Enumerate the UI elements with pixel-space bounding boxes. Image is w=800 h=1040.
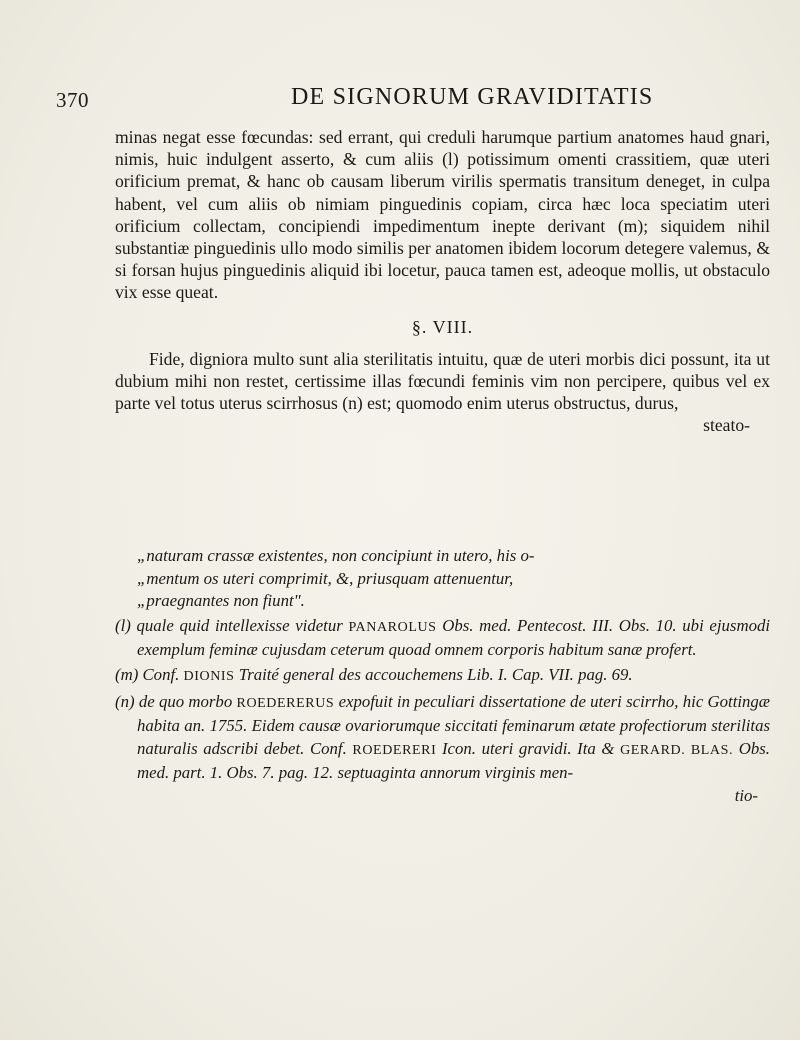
footnote-m (115, 664, 770, 689)
footnote-l-text-a: (l) quale quid intellexisse videtur (115, 615, 343, 635)
quote-line-3: „praegnantes non fiunt". (137, 591, 305, 611)
footnote-l-text-b: Obs. med. Pentecost. III. Obs. 10. ubi ejusmodi exemplum feminæ cujusdam ceterum quoad omnem corporis habitum sanæ profert. (137, 615, 771, 660)
running-head: DE SIGNORUM GRAVIDITATIS (291, 84, 654, 110)
footnote-n-text-b: expofuit in peculiari dissertatione de uteri scirrho, hic Gottingæ habita an. 1755. Eidem causæ ovariorumque siccitati feminarum ætate profectiorum sterilitas naturalis adscribi debet. Conf. (137, 691, 771, 758)
footnote-m-text-b: Traité general des accouchemens Lib. I. Cap. VII. pag. 69. (238, 664, 633, 684)
author-panarolus: PANAROLUS (348, 619, 437, 635)
footnote-n (115, 691, 770, 785)
footnote-n-text-c: Icon. uteri gravidi. Ita & (441, 738, 615, 758)
footnote-m-text-a: (m) Conf. (115, 664, 180, 684)
page-header (56, 84, 760, 116)
paragraph-1: minas negat esse fœcundas: sed errant, qui creduli harumque partium anatomes haud gnari, nimis, huic indulgent asserto, & cum aliis (l) potissimum omenti crassitiem, quæ uteri orificium premat, & hanc ob causam liberum virilis spermatis transitum deneget, in culpa habent, vel cum aliis ob nimiam pinguedinis copiam, circa hæc loca speciatim uteri orificium collectam, concipiendi impedimentum inepte derivant (m); siquidem nihil substantiæ pinguedinis ullo modo similis per anatomen ibidem locorum detegere valemus, & si forsan hujus pinguedinis aliquid ibi locetur, pauca tamen est, adeoque mollis, ut obstaculo vix esse queat. (115, 127, 770, 303)
footnote-n-text-d: Obs. med. part. 1. Obs. 7. pag. 12. septuaginta annorum virginis men- (137, 738, 770, 783)
author-dionis: DIONIS (183, 668, 235, 684)
author-roedererus: ROEDERERUS (236, 695, 335, 711)
footnotes (115, 545, 770, 808)
footnote-n-text-a: (n) de quo morbo (115, 691, 233, 711)
footnote-catchword: tio- (734, 785, 758, 805)
author-roedereri: ROEDERERI (352, 742, 437, 758)
quote-line-2: „mentum os uteri comprimit, &, priusquam attenuentur, (137, 568, 514, 588)
page-number: 370 (56, 88, 89, 112)
paragraph-2: Fide, digniora multo sunt alia sterilitatis intuitu, quæ de uteri morbis dici possunt, ita ut dubium mihi non restet, certissime illas fœcundi feminis vim non percipere, quibus vel ex parte vel totus uterus scirrhosus (n) est; quomodo enim uterus obstructus, durus, (115, 348, 770, 414)
author-gerard-blas: GERARD. BLAS. (620, 742, 734, 758)
quote-line-1: „naturam crassæ existentes, non concipiunt in utero, his o- (137, 546, 535, 565)
section-heading: §. VIII. (411, 316, 474, 337)
main-text (115, 126, 770, 437)
footnote-l (115, 615, 770, 662)
catchword: steato- (703, 415, 750, 436)
